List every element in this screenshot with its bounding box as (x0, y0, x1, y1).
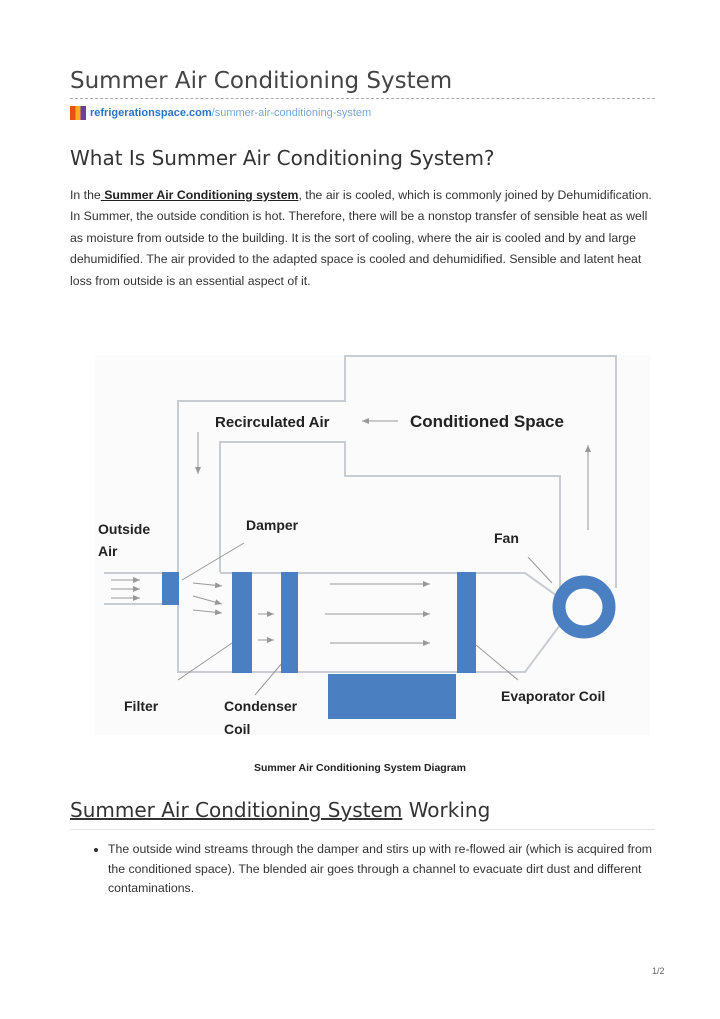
label-evaporator: Evaporator Coil (501, 688, 606, 704)
working-steps-list (88, 840, 660, 899)
document-title: Summer Air Conditioning System (70, 68, 453, 94)
list-item: • The outside wind streams through the damper and stirs up with re-flowed air (which is acquired from the conditioned space). The blended air goes through a channel to evacuate dirt dust and different contaminations. (108, 840, 660, 899)
label-condenser-2: Coil (224, 721, 251, 737)
page-number: 1/2 (652, 966, 665, 976)
damper-block (162, 572, 179, 605)
title-divider (70, 98, 655, 99)
filter-block (232, 572, 252, 673)
section-heading-working (70, 798, 490, 822)
working-heading-rest: Working (402, 798, 491, 822)
ac-system-diagram (0, 330, 720, 750)
working-heading-link[interactable]: Summer Air Conditioning System (70, 798, 403, 822)
intro-paragraph (70, 185, 652, 292)
label-outside-air-2: Air (98, 543, 118, 559)
source-link[interactable] (70, 106, 371, 120)
intro-rest: , the air is cooled, which is commonly joined by Dehumidification. In Summer, the outside condition is hot. Therefore, there will be a nonstop transfer of sensible heat as well as moisture from outside to the building. It is the sort of cooling, where the air is cooled and by and large dehumidified. The air provided to the adapted space is cooled and dehumidified. Sensible and latent heat loss from outside is an essential aspect of it. (70, 188, 652, 288)
section-heading-what-is: What Is Summer Air Conditioning System? (70, 146, 495, 170)
working-divider (70, 829, 655, 830)
label-conditioned-space: Conditioned Space (410, 412, 564, 431)
diagram-caption: Summer Air Conditioning System Diagram (254, 762, 466, 774)
label-damper: Damper (246, 517, 299, 533)
compressor-block (328, 674, 456, 719)
source-domain[interactable]: refrigerationspace.com (90, 107, 212, 119)
intro-prefix: In the (70, 188, 101, 202)
site-favicon-icon (70, 106, 86, 120)
label-fan: Fan (494, 530, 519, 546)
label-outside-air-1: Outside (98, 521, 151, 537)
label-condenser-1: Condenser (224, 698, 298, 714)
evaporator-block (457, 572, 476, 673)
source-path[interactable]: /summer-air-conditioning-system (211, 107, 372, 119)
intro-link[interactable]: Summer Air Conditioning system (100, 188, 299, 202)
condenser-block (281, 572, 298, 673)
label-recirculated-air: Recirculated Air (215, 414, 330, 431)
label-filter: Filter (124, 698, 159, 714)
